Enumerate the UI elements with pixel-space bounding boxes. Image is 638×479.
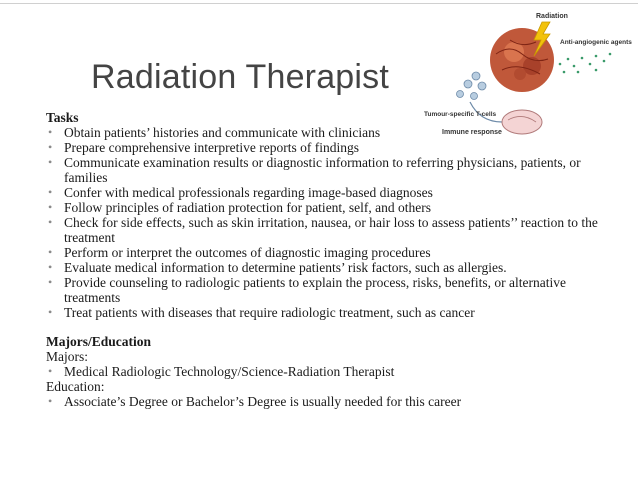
anti-angiogenic-label: Anti-angiogenic agents [560, 39, 632, 46]
page-title: Radiation Therapist [91, 58, 390, 96]
task-item: • Check for side effects, such as skin irritation, nausea, or hair loss to assess patients’’ reaction to the treatment [46, 215, 606, 245]
majors-label: Majors: [46, 349, 88, 364]
task-item: • Treat patients with diseases that require radiologic treatment, such as cancer [46, 305, 606, 320]
task-item: • Perform or interpret the outcomes of diagnostic imaging procedures [46, 245, 606, 260]
task-item: • Confer with medical professionals regarding image-based diagnoses [46, 185, 606, 200]
task-item: • Provide counseling to radiologic patients to explain the process, risks, benefits, or alternative treatments [46, 275, 606, 305]
task-item: • Communicate examination results or diagnostic information to referring physicians, patients, or families [46, 155, 606, 185]
majors-heading: Majors/Education [46, 334, 152, 349]
task-item: • Follow principles of radiation protection for patient, self, and others [46, 200, 606, 215]
slide-content [46, 110, 606, 409]
tcells-label: Tumour-specific T-cells [424, 111, 497, 118]
education-item: • Associate’s Degree or Bachelor’s Degree is usually needed for this career [46, 394, 606, 409]
radiation-label: Radiation [536, 13, 568, 20]
task-item: • Obtain patients’ histories and communicate with clinicians [46, 125, 606, 140]
immune-label: Immune response [442, 129, 502, 136]
task-item: • Evaluate medical information to determine patients’ risk factors, such as allergies. [46, 260, 606, 275]
education-label: Education: [46, 379, 105, 394]
tasks-heading: Tasks [46, 110, 79, 125]
majors-item: • Medical Radiologic Technology/Science-Radiation Therapist [46, 364, 606, 379]
task-item: • Prepare comprehensive interpretive reports of findings [46, 140, 606, 155]
